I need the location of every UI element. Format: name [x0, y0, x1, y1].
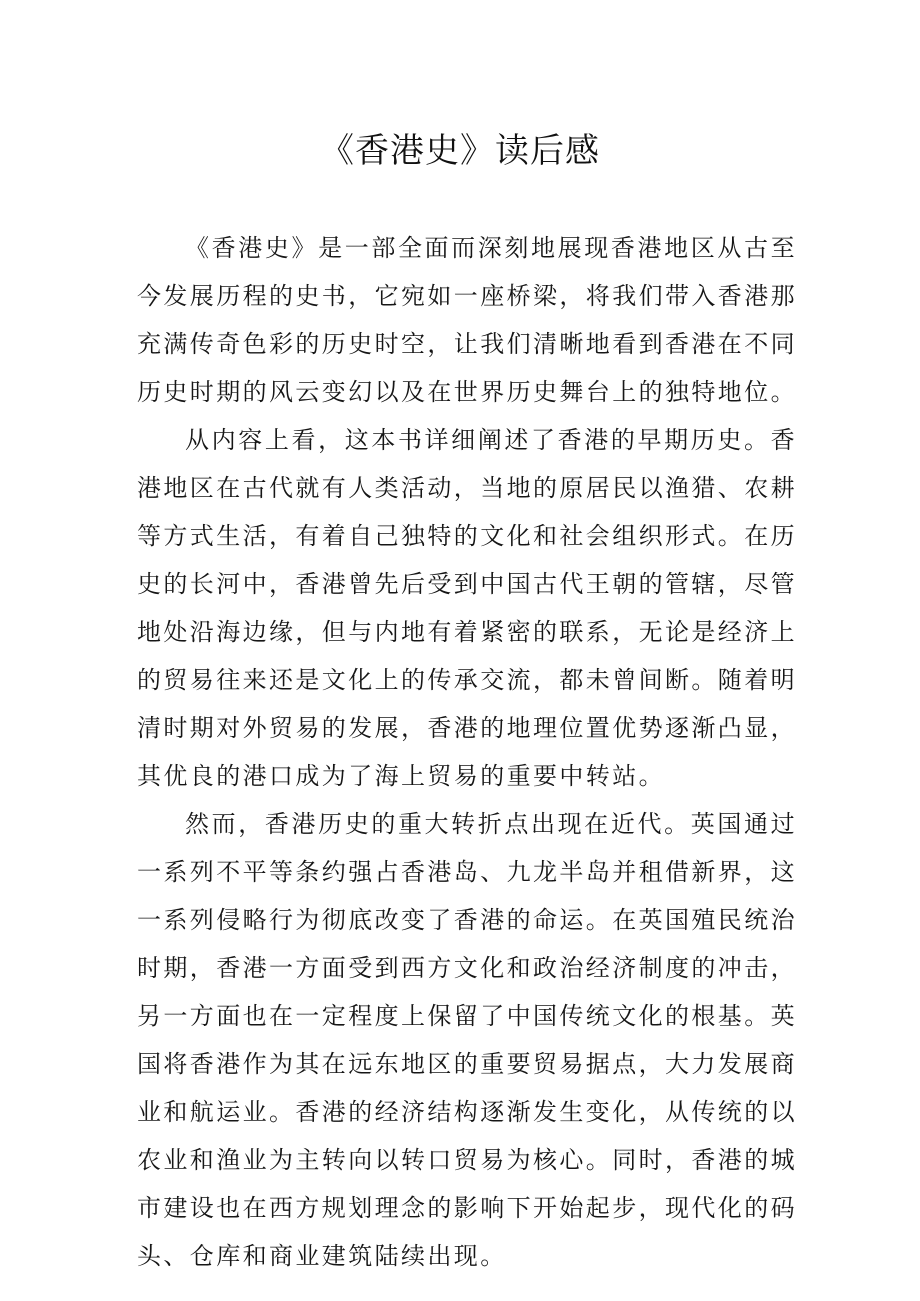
document-title: 《香港史》读后感 [320, 131, 600, 171]
paragraph-early-history: 从内容上看，这本书详细阐述了香港的早期历史。香港地区在古代就有人类活动，当地的原居民以渔猎、农耕等方式生活，有着自己独特的文化和社会组织形式。在历史的长河中，香港曾先后受到中国古代王朝的管辖，尽管地处沿海边缘，但与内地有着紧密的联系，无论是经济上的贸易往来还是文化上的传承交流，都未曾间断。随着明清时期对外贸易的发展，香港的地理位置优势逐渐凸显，其优良的港口成为了海上贸易的重要中转站。 [137, 426, 797, 790]
document-body [137, 224, 797, 1280]
paragraph-intro: 《香港史》是一部全面而深刻地展现香港地区从古至今发展历程的史书，它宛如一座桥梁，将我们带入香港那充满传奇色彩的历史时空，让我们清晰地看到香港在不同历史时期的风云变幻以及在世界历史舞台上的独特地位。 [137, 234, 797, 406]
paragraph-modern-turning-point: 然而，香港历史的重大转折点出现在近代。英国通过一系列不平等条约强占香港岛、九龙半岛并租借新界，这一系列侵略行为彻底改变了香港的命运。在英国殖民统治时期，香港一方面受到西方文化和政治经济制度的冲击，另一方面也在一定程度上保留了中国传统文化的根基。英国将香港作为其在远东地区的重要贸易据点，大力发展商业和航运业。香港的经济结构逐渐发生变化，从传统的以农业和渔业为主转向以转口贸易为核心。同时，香港的城市建设也在西方规划理念的影响下开始起步，现代化的码头、仓库和商业建筑陆续出现。 [137, 810, 797, 1270]
